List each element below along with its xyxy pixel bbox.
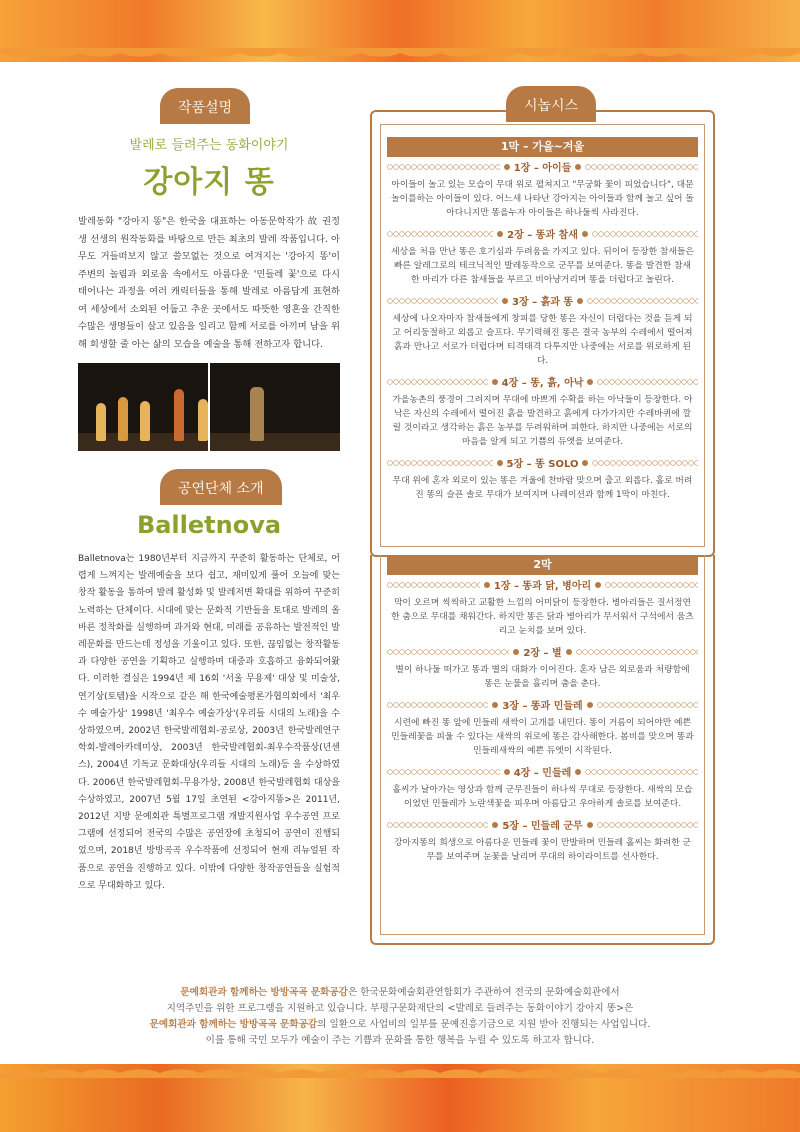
act1-scene-3-heading: 3장 – 흙과 똥 (387, 293, 698, 308)
act1-title: 1막 – 가을~겨울 (387, 137, 698, 157)
act2-scene-5-text: 강아지똥의 희생으로 아름다운 민들레 꽃이 만발하며 민들레 홀씨는 화려한 군무를 보여주며 눈꽃을 날리며 무대의 하이라이트를 선사한다. (393, 838, 692, 862)
act1-scene-5-heading: 5장 – 똥 SOLO (387, 455, 698, 470)
work-description: 발레동화 "강아지 똥"은 한국을 대표하는 아동문학작가 故 권정생 선생의 원작동화를 바탕으로 만든 최초의 발레 작품입니다. 아무도 거들떠보지 않고 쓸모없는 것으로 여겨지는 '강아지 똥'이 주변의 놀림과 외로움 속에서도 아름다운 '민들레 꽃'으로 다시 태어나는 과정을 여러 캐릭터들을 통해 발레로 아름답게 표현하여 세상에서 소외된 어둡고 추운 곳에서도 따뜻한 영혼을 간직한 수많은 생명들이 살고 있음을 일리고 함께 서로를 아끼며 남을 위해 희생할 줄 아는 삶의 모습을 예술을 통해 전하고자 합니다. (78, 216, 340, 350)
work-title: 강아지 똥 (143, 165, 275, 200)
act2-scene-1-text: 막이 오르며 씩씩하고 교활한 느낌의 어미닭이 등장한다. 병아리들은 질서정연한 춤으로 무대를 채워간다. 하지만 똥은 닭과 병아리가 무서워서 구석에서 움츠리고 눈치를 보며 있다. (391, 598, 694, 636)
act1-scene-2-text: 세상을 처음 만난 똥은 호기심과 두려움을 가지고 있다. 뒤이어 등장한 참새들은 빠른 알레그로의 테크닉적인 발레동작으로 군무를 보여준다. 똥을 발견한 참새 한 마리가 다른 참새들을 부르고 비아냥거리며 똥을 더럽다고 놀린다. (391, 247, 694, 285)
footer-line2: 지역주민을 위한 프로그램을 지원하고 있습니다. 부평구문화재단의 <발레로 들려주는 동화이야기 강아지 똥>은 (166, 1003, 634, 1014)
photo-ensemble (78, 363, 208, 451)
performance-photos (78, 363, 340, 451)
work-subtitle: 발레로 들려주는 동화이야기 (129, 138, 289, 153)
section-label-company: 공연단체 소개 (160, 469, 282, 505)
footer-line4: 이를 통해 국민 모두가 예술이 주는 기쁨과 문화를 통한 행복을 누릴 수 있도록 하고자 합니다. (205, 1035, 595, 1046)
company-description: Balletnova는 1980년부터 지금까지 꾸준히 활동하는 단체로, 어렵게 느껴지는 발레예술을 보다 쉽고, 재미있게 풀어 오늘에 맞는 창작 활동을 통하여 발레 활성화 및 발레저변 확대를 위하여 꾸준히 노력하는 단체이다. 시대에 맞는 문화적 기반들을 토대로 발레의 올바른 정착화를 실행하며 과거와 현대, 미래를 공유하는 발전적인 발레문화를 만드는데 정성을 기울이고 있다. 또한, 끊임없는 창작활동과 다양한 공연을 기획하고 실행하며 대중과 호흡하고 융화되어왔다. 이러한 결실은 1994년 제 16회 '서울 무용제' 대상 및 미술상, 연기상(토템)을 시작으로 같은 해 한국예술평론가협의회에서 '최우수 예술가상' 1998년 '최우수 예술가상'(우리들 시대의 노래)을 수상하였으며, 2002년 한국발레협회-공로상, 2003년 한국발레연구학회-발레아카데미상, 2003년 한국발레협회-최우수작품상(년센스), 2004년 기독교 문화대상(우리들 시대의 노래)등 을 수상하였다. 2006년 한국발레협회-무용가상, 2008년 한국발레협회 대상을 수상하였고, 2007년 5월 17일 초연된 <강아지똥>은 2011년, 2012년 지방 문예회관 특별프로그램 개발지원사업 우수공연 프로그램에 선정되어 전국의 수많은 공연장에 초청되어 공연이 진행되었으며, 2018년 방방곡곡 우수작품에 선정되어 현재 리뉴얼된 작품으로 공연을 진행하고 있다. 이밖에 다양한 창작공연들을 실험적으로 무대화하고 있다. (78, 554, 340, 891)
act2-scene-3-text: 시련에 빠진 똥 앞에 민들레 새싹이 고개를 내민다. 똥이 거름이 되어야만 예쁜 민들레꽃을 피울 수 있다는 새싹의 위로에 똥은 감사해한다. 봄비를 맞으며 똥과 민들레새싹의 예쁜 듀엣이 시작된다. (391, 718, 694, 756)
footer-line3: 의 일환으로 사업비의 일부를 문예진흥기금으로 지원 받아 진행되는 사업입니다. (317, 1019, 651, 1030)
act2-scene-2-heading: 2장 – 별 (387, 644, 698, 659)
bottom-watercolor-band (0, 1064, 800, 1132)
top-watercolor-band (0, 0, 800, 62)
section-label-work: 작품설명 (160, 88, 250, 124)
act1-scene-3-text: 세상에 나오자마자 참새들에게 창피를 당한 똥은 자신이 더럽다는 것을 듣게 되고 어리둥절하고 외롭고 슬프다. 무기력해진 똥은 결국 농부의 수레에서 떨어져 흙과 만나고 서로가 더럽다며 티격태격 다투지만 나중에는 서로를 위로하게 된다. (392, 314, 693, 366)
act2-scene-4-heading: 4장 – 민들레 (387, 764, 698, 779)
footer-bold-3: 문예회관과 함께하는 방방곡곡 문화공감 (149, 1019, 318, 1030)
act1-scene-4-text: 가을농촌의 풍경이 그려지며 무대에 바쁘게 수확을 하는 아낙들이 등장한다. 아낙은 자신의 수레에서 떨어진 흙을 발견하고 흙에게 다가가지만 수레바퀴에 깔릴 것이라고 생각하는 흙은 농부를 두려워하며 피한다. 하지만 나중에는 서로의 마음을 알게 되고 기쁨의 듀엣을 보여준다. (392, 395, 693, 447)
photo-duet (210, 363, 340, 451)
act1-scene-5-text: 무대 위에 혼자 외로이 있는 똥은 겨울에 찬바람 맞으며 춥고 외롭다. 홀로 버려진 똥의 슬픈 솔로 무대가 보여지며 나레이션과 함께 1막이 마친다. (392, 476, 693, 500)
footer-bold-1: 문예회관과 함께하는 방방곡곡 문화공감 (180, 987, 348, 998)
act1-scene-1-heading: 1장 – 아이들 (387, 159, 698, 174)
left-column (78, 88, 340, 895)
act2-scene-5-heading: 5장 – 민들레 군무 (387, 817, 698, 832)
act1-scene-1-text: 아이들이 놀고 있는 모습이 무대 위로 펼쳐지고 "무궁화 꽃이 피었습니다", 대문놀이를하는 아이들이 있다. 어느새 나타난 강아지는 아이들과 함께 놀고 싶어 돌아다니지만 똥을누자 아이들은 하나둘씩 사라진다. (391, 180, 694, 218)
balletnova-logo: Balletnova (136, 511, 282, 539)
footer-note (60, 985, 740, 1049)
synopsis-label: 시놉시스 (506, 86, 596, 122)
act2-scene-1-heading: 1장 – 똥과 닭, 병아리 (387, 577, 698, 592)
synopsis-box (370, 98, 715, 557)
act1-scene-2-heading: 2장 – 똥과 참새 (387, 226, 698, 241)
act2-panel (380, 555, 705, 935)
act2-scene-2-text: 별이 하나둘 떠가고 똥과 별의 대화가 이어진다. 혼자 남은 외로움과 처량함에 똥은 눈물을 흘리며 춤을 춘다. (395, 665, 690, 689)
act1-panel (380, 124, 705, 547)
act2-title: 2막 (387, 555, 698, 575)
footer-line1: 은 한국문화예술회관연합회가 주관하여 전국의 문화예술회관에서 (347, 987, 620, 998)
synopsis-box-act2 (370, 555, 715, 945)
act2-scene-3-heading: 3장 – 똥과 민들레 (387, 697, 698, 712)
act2-scene-4-text: 홀씨가 날아가는 영상과 함께 군무진들이 하나씩 무대로 등장한다. 새싹의 모습이었던 민들레가 노란색꽃을 피우며 아름답고 우아하게 솔로를 보여준다. (392, 785, 693, 809)
act1-scene-4-heading: 4장 – 똥, 흙, 아낙 (387, 374, 698, 389)
